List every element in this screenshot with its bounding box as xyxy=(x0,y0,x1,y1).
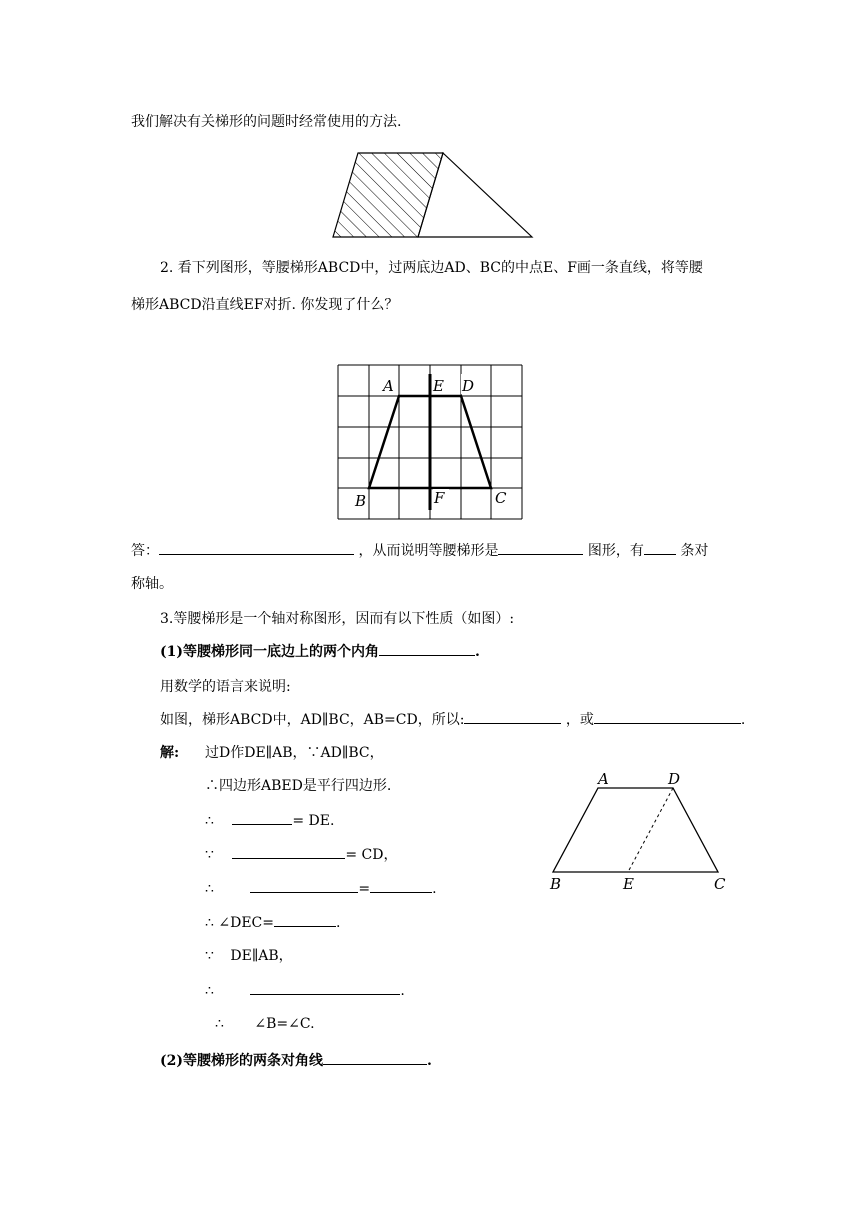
answer-blank-3[interactable] xyxy=(644,540,676,555)
solution-blank-3[interactable] xyxy=(232,810,292,825)
solution-step-8 xyxy=(205,980,405,1001)
label-A: A xyxy=(383,377,394,395)
because-symbol: ∵ xyxy=(205,948,214,964)
solution-step-4 xyxy=(205,844,398,865)
solution-blank-6[interactable] xyxy=(274,912,336,927)
answer-suffix: 条对 xyxy=(680,543,709,559)
q3-p2-blank[interactable] xyxy=(323,1050,427,1065)
q2-line1: 2. 看下列图形，等腰梯形ABCD中，过两底边AD、BC的中点E、F画一条直线，将等腰 xyxy=(160,260,703,276)
label-C: C xyxy=(495,489,507,507)
solution-blank-5b[interactable] xyxy=(370,878,432,893)
solution-step-3-end: = DE. xyxy=(292,813,335,829)
solution-step-8-end: . xyxy=(400,983,405,999)
answer-mid: ，从而说明等腰梯形是 xyxy=(358,543,499,559)
fig3-label-C: C xyxy=(714,875,726,893)
solution-step-3 xyxy=(205,810,334,831)
solution-step-7 xyxy=(205,946,293,966)
figure-grid-trapezoid xyxy=(337,364,523,520)
solution-step-9 xyxy=(215,1014,315,1034)
label-F: F xyxy=(434,489,445,507)
dashed-de xyxy=(628,788,673,872)
solution-step-5 xyxy=(205,878,437,899)
figure-trapezoid-de xyxy=(548,768,733,893)
answer-prefix: 答： xyxy=(131,543,159,559)
q3-given-end: . xyxy=(740,712,746,728)
q3-p2-text: (2)等腰梯形的两条对角线 xyxy=(160,1053,323,1069)
answer-blank-2[interactable] xyxy=(498,540,583,555)
therefore-symbol: ∴ xyxy=(205,915,214,931)
solution-step-2: ∴四边形ABED是平行四边形. xyxy=(205,778,392,794)
intro-line: 我们解决有关梯形的问题时经常使用的方法. xyxy=(131,114,402,130)
answer-mid2: 图形，有 xyxy=(587,543,644,559)
solution-label: 解: xyxy=(160,745,180,761)
q3-given-prefix: 如图，梯形ABCD中，AD∥BC，AB=CD，所以: xyxy=(160,712,465,728)
answer-line xyxy=(131,540,708,561)
solution-step-6 xyxy=(205,912,340,933)
q3-given-blank-1[interactable] xyxy=(464,709,561,724)
q2-line2: 梯形ABCD沿直线EF对折. 你发现了什么？ xyxy=(131,297,399,313)
q3-p1 xyxy=(160,641,480,662)
q3-p2 xyxy=(160,1050,432,1071)
solution-step-5-end: . xyxy=(432,881,437,897)
solution-step-9-text: ∠B=∠C. xyxy=(254,1016,315,1032)
therefore-symbol: ∴ xyxy=(205,983,214,999)
figure-parallelogram-triangle xyxy=(330,150,535,240)
fig3-label-E: E xyxy=(623,875,634,893)
answer-blank-1[interactable] xyxy=(159,540,354,555)
fig3-label-B: B xyxy=(550,875,562,893)
therefore-symbol: ∴ xyxy=(205,881,214,897)
fig3-label-A: A xyxy=(598,770,609,788)
label-E: E xyxy=(433,377,444,395)
solution-blank-8[interactable] xyxy=(250,980,400,995)
answer-line2: 称轴。 xyxy=(131,576,173,592)
q3-given xyxy=(160,709,745,730)
q3-p1-blank[interactable] xyxy=(379,641,475,656)
fig3-label-D: D xyxy=(668,770,681,788)
label-B: B xyxy=(355,492,367,510)
label-D: D xyxy=(462,377,475,395)
q3-p1-text: (1)等腰梯形同一底边上的两个内角 xyxy=(160,644,379,660)
hatched-parallelogram xyxy=(333,153,443,237)
solution-step-7-text: DE∥AB， xyxy=(230,948,293,964)
trapezoid-abcd xyxy=(553,788,718,872)
q3-title: 3.等腰梯形是一个轴对称图形，因而有以下性质（如图）: xyxy=(160,611,515,627)
solution-step-6-end: . xyxy=(336,915,341,931)
because-symbol: ∵ xyxy=(205,847,214,863)
solution-step-1: 过D作DE∥AB，∵AD∥BC， xyxy=(205,745,384,761)
solution-step-5-mid: = xyxy=(358,881,371,897)
q3-p1-end: . xyxy=(475,644,480,660)
therefore-symbol: ∴ xyxy=(215,1016,224,1032)
solution-step-6-pre: ∠DEC= xyxy=(218,915,274,931)
solution-step-4-end: = CD， xyxy=(345,847,398,863)
q3-p2-end: . xyxy=(427,1053,432,1069)
q3-given-mid: ，或 xyxy=(565,712,594,728)
solution-blank-5a[interactable] xyxy=(250,878,358,893)
solution-blank-4[interactable] xyxy=(232,844,345,859)
q3-given-blank-2[interactable] xyxy=(594,709,741,724)
q3-math-lang: 用数学的语言来说明: xyxy=(160,679,291,695)
therefore-symbol: ∴ xyxy=(205,813,214,829)
